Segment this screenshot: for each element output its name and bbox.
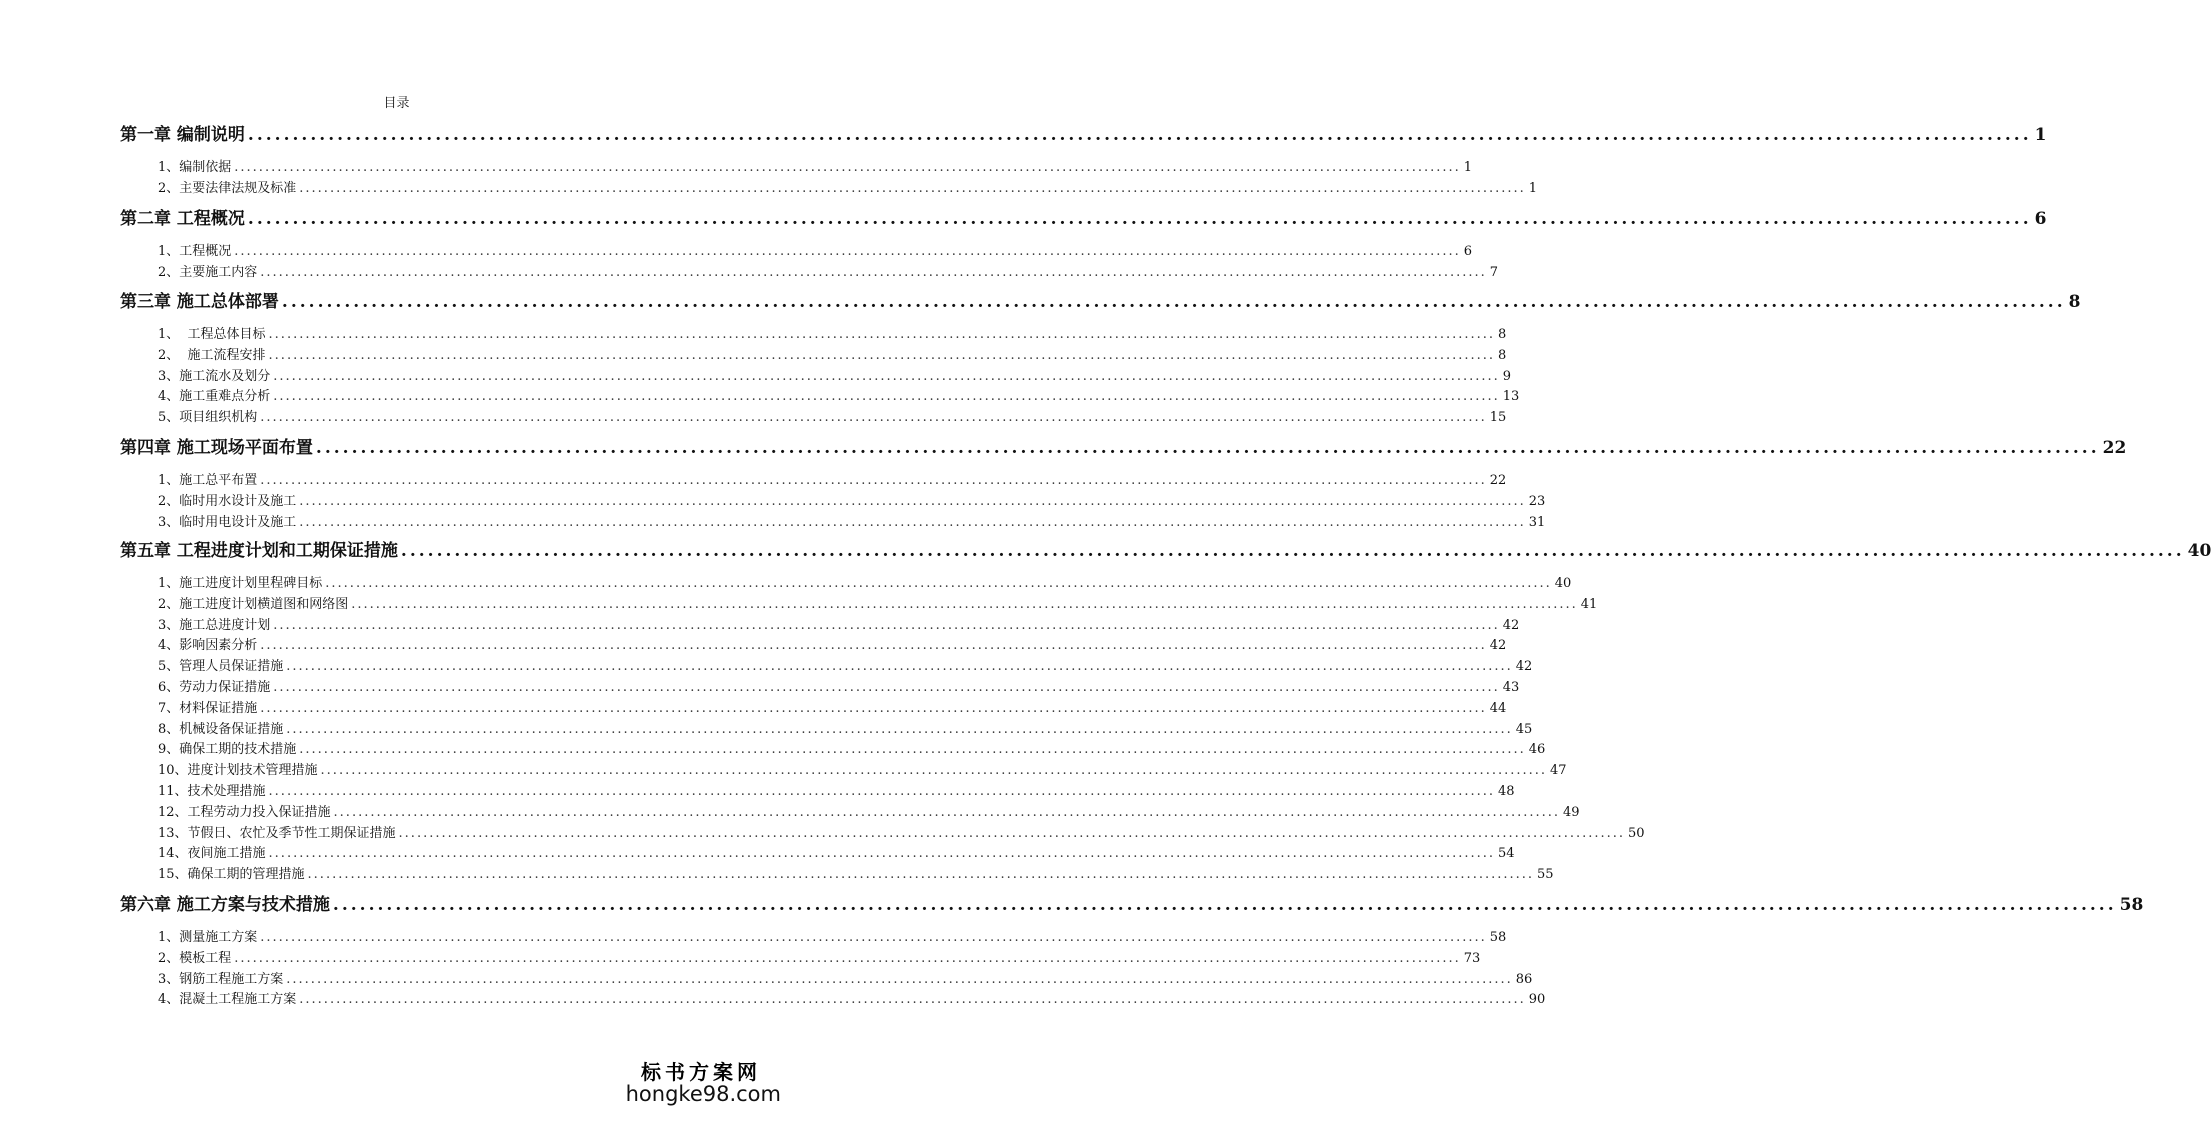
section-page-number: 73 xyxy=(1463,950,1481,966)
section-title: 3、钢筋工程施工方案 xyxy=(158,971,284,987)
chapter-page-number: 6 xyxy=(2034,209,2047,229)
section-page-number: 22 xyxy=(1489,473,1507,488)
chapter-title: 第五章 工程进度计划和工期保证措施 xyxy=(120,541,398,561)
section-title: 1、工程概况 xyxy=(158,244,232,259)
dot-leader: ........................................................................................................................................................................................................ xyxy=(299,493,1526,509)
section-page-number: 8 xyxy=(1498,327,1507,342)
dot-leader: ........................................................................................................................................................................................................ xyxy=(260,700,1487,716)
dot-leader: ........................................................................................................................................................................................................ xyxy=(273,617,1500,633)
section-page-number: 49 xyxy=(1563,804,1580,820)
section-page-number: 6 xyxy=(1463,244,1473,259)
section-title: 1、 工程总体目标 xyxy=(158,327,266,342)
toc-section-entry[interactable] xyxy=(158,263,1499,283)
section-page-number: 13 xyxy=(1502,389,1520,405)
section-title: 2、模板工程 xyxy=(158,950,232,966)
dot-leader: ........................................................................................................................................................................................................ xyxy=(273,389,1500,405)
section-title: 6、劳动力保证措施 xyxy=(158,680,271,695)
section-title: 3、施工流水及划分 xyxy=(158,368,271,384)
dot-leader: ........................................................................................................................................................................................................ xyxy=(273,680,1500,695)
chapter-page-number: 40 xyxy=(2187,541,2211,561)
toc-section-entry[interactable] xyxy=(158,616,1520,636)
dot-leader: ........................................................................................................................................................................................................ xyxy=(268,784,1496,799)
section-page-number: 86 xyxy=(1515,971,1533,987)
section-title: 2、施工进度计划横道图和网络图 xyxy=(158,596,349,612)
section-title: 1、施工总平布置 xyxy=(158,473,258,488)
section-page-number: 41 xyxy=(1580,596,1598,612)
section-page-number: 8 xyxy=(1498,347,1507,363)
toc-section-entry[interactable] xyxy=(158,325,1507,345)
section-title: 4、影响因素分析 xyxy=(158,638,258,654)
watermark-chinese: 标书方案网 xyxy=(641,1060,761,1084)
section-title: 2、主要法律法规及标准 xyxy=(158,180,297,196)
chapter-page-number: 1 xyxy=(2034,125,2047,145)
section-page-number: 15 xyxy=(1489,410,1507,426)
section-page-number: 90 xyxy=(1528,992,1546,1008)
dot-leader: ........................................................................................................................................................................................................ xyxy=(286,971,1513,987)
dot-leader: ........................................................................................................................................................................................................ xyxy=(325,576,1552,591)
chapter-title: 第四章 施工现场平面布置 xyxy=(120,438,313,458)
section-title: 1、测量施工方案 xyxy=(158,930,258,945)
dot-leader: ........................................................................................................................................................................................................ xyxy=(398,825,1626,841)
section-page-number: 55 xyxy=(1537,867,1554,883)
dot-leader: ........................................................................................................................................................................................................ xyxy=(332,895,2117,915)
section-title: 5、项目组织机构 xyxy=(158,410,258,426)
section-title: 8、机械设备保证措施 xyxy=(158,721,284,737)
section-title: 2、临时用水设计及施工 xyxy=(158,493,297,509)
dot-leader: ........................................................................................................................................................................................................ xyxy=(400,541,2185,561)
section-page-number: 31 xyxy=(1528,514,1546,530)
section-page-number: 50 xyxy=(1628,825,1645,841)
section-page-number: 23 xyxy=(1528,493,1546,509)
dot-leader: ........................................................................................................................................................................................................ xyxy=(320,763,1548,779)
dot-leader: ........................................................................................................................................................................................................ xyxy=(260,473,1487,488)
section-page-number: 44 xyxy=(1489,700,1507,716)
toc-section-entry[interactable] xyxy=(158,865,1554,885)
section-page-number: 58 xyxy=(1489,930,1507,945)
dot-leader: ........................................................................................................................................................................................................ xyxy=(234,950,1461,966)
dot-leader: ........................................................................................................................................................................................................ xyxy=(234,244,1461,259)
toc-section-entry[interactable] xyxy=(158,492,1546,512)
dot-leader: ........................................................................................................................................................................................................ xyxy=(268,347,1496,363)
watermark-logo xyxy=(625,1056,781,1112)
chapter-title: 第一章 编制说明 xyxy=(120,125,245,145)
section-page-number: 47 xyxy=(1550,763,1567,779)
dot-leader: ........................................................................................................................................................................................................ xyxy=(315,438,2100,458)
toc-section-entry[interactable] xyxy=(158,970,1533,990)
toc-section-entry[interactable] xyxy=(158,678,1520,698)
toc-section-entry[interactable] xyxy=(158,408,1507,428)
section-title: 3、施工总进度计划 xyxy=(158,617,271,633)
dot-leader: ........................................................................................................................................................................................................ xyxy=(333,804,1561,820)
dot-leader: ........................................................................................................................................................................................................ xyxy=(299,742,1526,758)
dot-leader: ........................................................................................................................................................................................................ xyxy=(260,264,1487,280)
toc-section-entry[interactable] xyxy=(158,657,1533,677)
chapter-page-number: 58 xyxy=(2119,895,2144,915)
dot-leader: ........................................................................................................................................................................................................ xyxy=(260,930,1487,945)
toc-section-entry[interactable] xyxy=(158,782,1515,802)
toc-section-entry[interactable] xyxy=(158,699,1507,719)
dot-leader: ........................................................................................................................................................................................................ xyxy=(286,721,1513,737)
section-title: 5、管理人员保证措施 xyxy=(158,659,284,675)
section-page-number: 1 xyxy=(1463,160,1473,175)
section-title: 7、材料保证措施 xyxy=(158,700,258,716)
dot-leader: ........................................................................................................................................................................................................ xyxy=(268,846,1496,862)
section-title: 12、工程劳动力投入保证措施 xyxy=(158,804,331,820)
toc-section-entry[interactable] xyxy=(158,242,1473,262)
toc-section-entry[interactable] xyxy=(158,803,1580,823)
toc-section-entry[interactable] xyxy=(158,574,1572,594)
section-page-number: 46 xyxy=(1528,742,1546,758)
toc-section-entry[interactable] xyxy=(158,949,1481,969)
section-title: 2、 施工流程安排 xyxy=(158,347,266,363)
section-title: 2、主要施工内容 xyxy=(158,264,258,280)
dot-leader: ........................................................................................................................................................................................................ xyxy=(299,992,1526,1008)
section-title: 1、编制依据 xyxy=(158,160,232,175)
section-title: 3、临时用电设计及施工 xyxy=(158,514,297,530)
section-page-number: 42 xyxy=(1515,659,1533,675)
toc-chapter-entry[interactable] xyxy=(120,892,2144,918)
toc-section-entry[interactable] xyxy=(158,761,1567,781)
toc-section-entry[interactable] xyxy=(158,471,1507,491)
toc-chapter-entry[interactable] xyxy=(120,289,2081,315)
toc-section-entry[interactable] xyxy=(158,990,1546,1010)
toc-section-entry[interactable] xyxy=(158,636,1507,656)
watermark-site: hongke98.com xyxy=(625,1082,781,1106)
toc-section-entry[interactable] xyxy=(158,158,1473,178)
toc-section-entry[interactable] xyxy=(158,367,1512,387)
toc-title: 目录 xyxy=(383,96,410,111)
toc-section-entry[interactable] xyxy=(158,720,1533,740)
toc-section-entry[interactable] xyxy=(158,844,1515,864)
dot-leader: ........................................................................................................................................................................................................ xyxy=(234,160,1461,175)
dot-leader: ........................................................................................................................................................................................................ xyxy=(281,292,2066,312)
section-page-number: 45 xyxy=(1515,721,1533,737)
section-title: 1、施工进度计划里程碑目标 xyxy=(158,576,323,591)
section-title: 13、节假日、农忙及季节性工期保证措施 xyxy=(158,825,396,841)
toc-section-entry[interactable] xyxy=(158,179,1538,199)
dot-leader: ........................................................................................................................................................................................................ xyxy=(307,867,1535,883)
dot-leader: ........................................................................................................................................................................................................ xyxy=(268,327,1496,342)
section-page-number: 9 xyxy=(1502,368,1512,384)
section-title: 9、确保工期的技术措施 xyxy=(158,742,297,758)
section-page-number: 42 xyxy=(1502,617,1520,633)
chapter-title: 第二章 工程概况 xyxy=(120,209,245,229)
toc-section-entry[interactable] xyxy=(158,346,1507,366)
toc-section-entry[interactable] xyxy=(158,928,1507,948)
section-title: 10、进度计划技术管理措施 xyxy=(158,763,318,779)
dot-leader: ........................................................................................................................................................................................................ xyxy=(299,180,1526,196)
toc-chapter-entry[interactable] xyxy=(120,206,2047,232)
toc-section-entry[interactable] xyxy=(158,513,1546,533)
section-title: 15、确保工期的管理措施 xyxy=(158,867,305,883)
toc-chapter-entry[interactable] xyxy=(120,122,2047,148)
toc-section-entry[interactable] xyxy=(158,824,1645,844)
toc-section-entry[interactable] xyxy=(158,595,1598,615)
chapter-page-number: 22 xyxy=(2102,438,2127,458)
section-page-number: 43 xyxy=(1502,680,1520,695)
section-page-number: 42 xyxy=(1489,638,1507,654)
dot-leader: ........................................................................................................................................................................................................ xyxy=(286,659,1513,675)
dot-leader: ........................................................................................................................................................................................................ xyxy=(247,209,2032,229)
chapter-page-number: 8 xyxy=(2068,292,2081,312)
section-title: 14、夜间施工措施 xyxy=(158,846,266,862)
section-page-number: 48 xyxy=(1498,784,1515,799)
dot-leader: ........................................................................................................................................................................................................ xyxy=(351,596,1578,612)
dot-leader: ........................................................................................................................................................................................................ xyxy=(299,514,1526,530)
section-title: 11、技术处理措施 xyxy=(158,784,266,799)
dot-leader: ........................................................................................................................................................................................................ xyxy=(273,368,1500,384)
section-page-number: 54 xyxy=(1498,846,1515,862)
toc-section-entry[interactable] xyxy=(158,387,1520,407)
toc-section-entry[interactable] xyxy=(158,740,1546,760)
section-page-number: 1 xyxy=(1528,180,1538,196)
dot-leader: ........................................................................................................................................................................................................ xyxy=(260,410,1487,426)
toc-chapter-entry[interactable] xyxy=(120,538,2211,564)
section-page-number: 40 xyxy=(1554,576,1572,591)
chapter-title: 第三章 施工总体部署 xyxy=(120,292,279,312)
dot-leader: ........................................................................................................................................................................................................ xyxy=(247,125,2032,145)
section-title: 4、混凝土工程施工方案 xyxy=(158,992,297,1008)
section-title: 4、施工重难点分析 xyxy=(158,389,271,405)
section-page-number: 7 xyxy=(1489,264,1499,280)
chapter-title: 第六章 施工方案与技术措施 xyxy=(120,895,330,915)
toc-chapter-entry[interactable] xyxy=(120,435,2127,461)
dot-leader: ........................................................................................................................................................................................................ xyxy=(260,638,1487,654)
